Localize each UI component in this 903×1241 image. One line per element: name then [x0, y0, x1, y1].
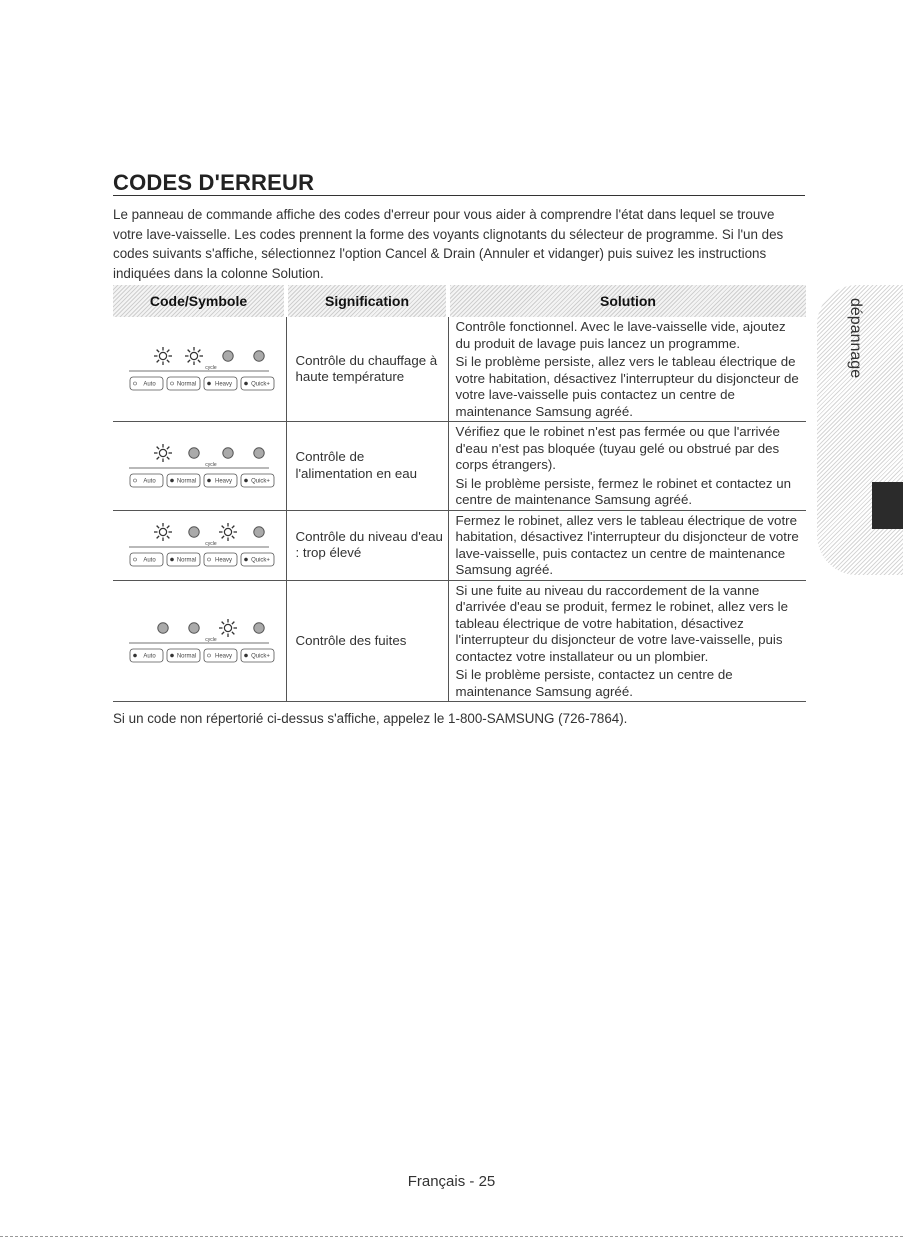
blinking-indicator-icon — [185, 347, 203, 365]
svg-text:Auto: Auto — [142, 653, 156, 660]
signification-cell: Contrôle du niveau d'eau : trop élevé — [286, 510, 448, 580]
control-panel-icon — [119, 437, 279, 495]
solution-cell — [448, 510, 806, 580]
panel-illustration — [113, 612, 284, 670]
cycle-button-quickplus — [241, 474, 274, 487]
cycle-button-quickplus — [241, 553, 274, 566]
code-symbol-cell — [113, 422, 286, 511]
table-row — [113, 422, 806, 511]
svg-text:Normal: Normal — [176, 653, 196, 660]
lit-indicator-icon — [188, 623, 198, 633]
footnote: Si un code non répertorié ci-dessus s'affiche, appelez le 1-800-SAMSUNG (726-7864). — [113, 711, 628, 726]
svg-text:Quick+: Quick+ — [250, 653, 270, 660]
solution-text: Vérifiez que le robinet n'est pas fermée ou que l'arrivée d'eau n'est pas bloquée (tuyau gelé ou obstrué par des corps étrangers). — [455, 424, 780, 472]
solution-text: Fermez le robinet, allez vers le tableau électrique de votre habitation, désactivez l'interrupteur du disjoncteur de votre lave-vaisselle, puis contactez un centre de maintenance Samsung agréé. — [455, 512, 799, 577]
table-row — [113, 317, 806, 422]
solution-cell — [448, 317, 806, 422]
control-panel-icon — [119, 516, 279, 574]
solution-cell — [448, 580, 806, 702]
cycle-button-quickplus — [241, 649, 274, 662]
svg-text:Normal: Normal — [176, 557, 196, 564]
solution-text: Si une fuite au niveau du raccordement de la vanne d'arrivée d'eau se produit, fermez le robinet, allez vers le tableau électrique de votre habitation, désactivez l'interrupteur du disjoncteur de votre lave-vaisselle, puis contactez votre installateur ou un plombier. — [455, 582, 788, 664]
page-title: CODES D'ERREUR — [113, 170, 315, 195]
blinking-indicator-icon — [219, 523, 237, 541]
solution-text: Si le problème persiste, allez vers le tableau électrique de votre habitation, désactivez l'interrupteur du disjoncteur de votre lave-vaisselle puis contactez un centre de maintenance Samsung agréé. — [455, 354, 799, 419]
svg-text:Quick+: Quick+ — [250, 478, 270, 485]
code-symbol-cell — [113, 317, 286, 422]
lit-indicator-icon — [222, 448, 232, 458]
lit-indicator-icon — [222, 351, 232, 361]
svg-text:Heavy: Heavy — [214, 653, 232, 660]
page-footer: Français - 25 — [407, 1173, 496, 1190]
code-symbol-cell — [113, 510, 286, 580]
svg-text:Auto: Auto — [142, 478, 156, 485]
lit-indicator-icon — [253, 448, 263, 458]
bottom-cut-line — [0, 1236, 903, 1237]
cycle-label: cycle — [204, 365, 217, 371]
table-row — [113, 580, 806, 702]
error-codes-table — [113, 285, 806, 702]
svg-text:Quick+: Quick+ — [250, 381, 270, 388]
lit-indicator-icon — [188, 527, 198, 537]
blinking-indicator-icon — [154, 347, 172, 365]
lit-indicator-icon — [253, 527, 263, 537]
cycle-button-heavy — [204, 649, 237, 662]
signification-cell: Contrôle du chauffage à haute température — [286, 317, 448, 422]
svg-text:Normal: Normal — [176, 478, 196, 485]
control-panel-icon — [119, 612, 279, 670]
header-signification: Signification — [286, 285, 448, 317]
cycle-button-normal — [167, 377, 200, 390]
solution-text: Si le problème persiste, contactez un centre de maintenance Samsung agréé. — [455, 667, 733, 699]
cycle-button-normal — [167, 474, 200, 487]
intro-paragraph: Le panneau de commande affiche des codes d'erreur pour vous aider à comprendre l'état dans lequel se trouve votre lave-vaisselle. Les codes prennent la forme des voyants clignotants du sélecteur de programme. Si l'un des codes suivants s'affiche, sélectionnez l'option Cancel & Drain (Annuler et vidanger) puis suivez les instructions indiquées dans la colonne Solution. — [113, 207, 784, 281]
lit-indicator-icon — [188, 448, 198, 458]
svg-text:Heavy: Heavy — [214, 381, 232, 388]
table-header-row — [113, 285, 806, 317]
svg-text:Quick+: Quick+ — [250, 557, 270, 564]
cycle-label: cycle — [204, 636, 217, 643]
code-symbol-cell — [113, 580, 286, 702]
cycle-button-auto — [130, 474, 163, 487]
cycle-label: cycle — [204, 541, 217, 547]
svg-text:Auto: Auto — [142, 381, 156, 388]
cycle-button-normal — [167, 553, 200, 566]
signification-cell: Contrôle des fuites — [286, 580, 448, 702]
svg-text:Normal: Normal — [176, 381, 196, 388]
svg-text:Heavy: Heavy — [214, 557, 232, 564]
lit-indicator-icon — [253, 623, 263, 633]
cycle-button-normal — [167, 649, 200, 662]
signification-cell: Contrôle de l'alimentation en eau — [286, 422, 448, 511]
side-tab-label: dépannage — [847, 298, 864, 379]
cycle-button-auto — [130, 649, 163, 662]
header-solution: Solution — [448, 285, 806, 317]
svg-text:Auto: Auto — [142, 557, 156, 564]
cycle-button-auto — [130, 553, 163, 566]
blinking-indicator-icon — [154, 444, 172, 462]
cycle-button-auto — [130, 377, 163, 390]
svg-text:Heavy: Heavy — [214, 478, 232, 485]
cycle-button-heavy — [204, 377, 237, 390]
solution-text: Si le problème persiste, fermez le robinet et contactez un centre de maintenance Samsung agréé. — [455, 475, 792, 507]
side-tab-marker — [872, 482, 903, 529]
cycle-button-quickplus — [241, 377, 274, 390]
blinking-indicator-icon — [154, 523, 172, 541]
table-row — [113, 510, 806, 580]
panel-illustration — [113, 516, 284, 574]
panel-illustration — [113, 340, 284, 398]
lit-indicator-icon — [253, 351, 263, 361]
blinking-indicator-icon — [219, 619, 237, 637]
solution-cell — [448, 422, 806, 511]
title-rule — [113, 195, 805, 196]
panel-illustration — [113, 437, 284, 495]
cycle-button-heavy — [204, 553, 237, 566]
control-panel-icon — [119, 340, 279, 398]
header-code: Code/Symbole — [113, 285, 286, 317]
cycle-label: cycle — [204, 461, 217, 468]
solution-text: Contrôle fonctionnel. Avec le lave-vaisselle vide, ajoutez du produit de lavage puis lancez un programme. — [455, 319, 786, 351]
lit-indicator-icon — [157, 623, 167, 633]
cycle-button-heavy — [204, 474, 237, 487]
